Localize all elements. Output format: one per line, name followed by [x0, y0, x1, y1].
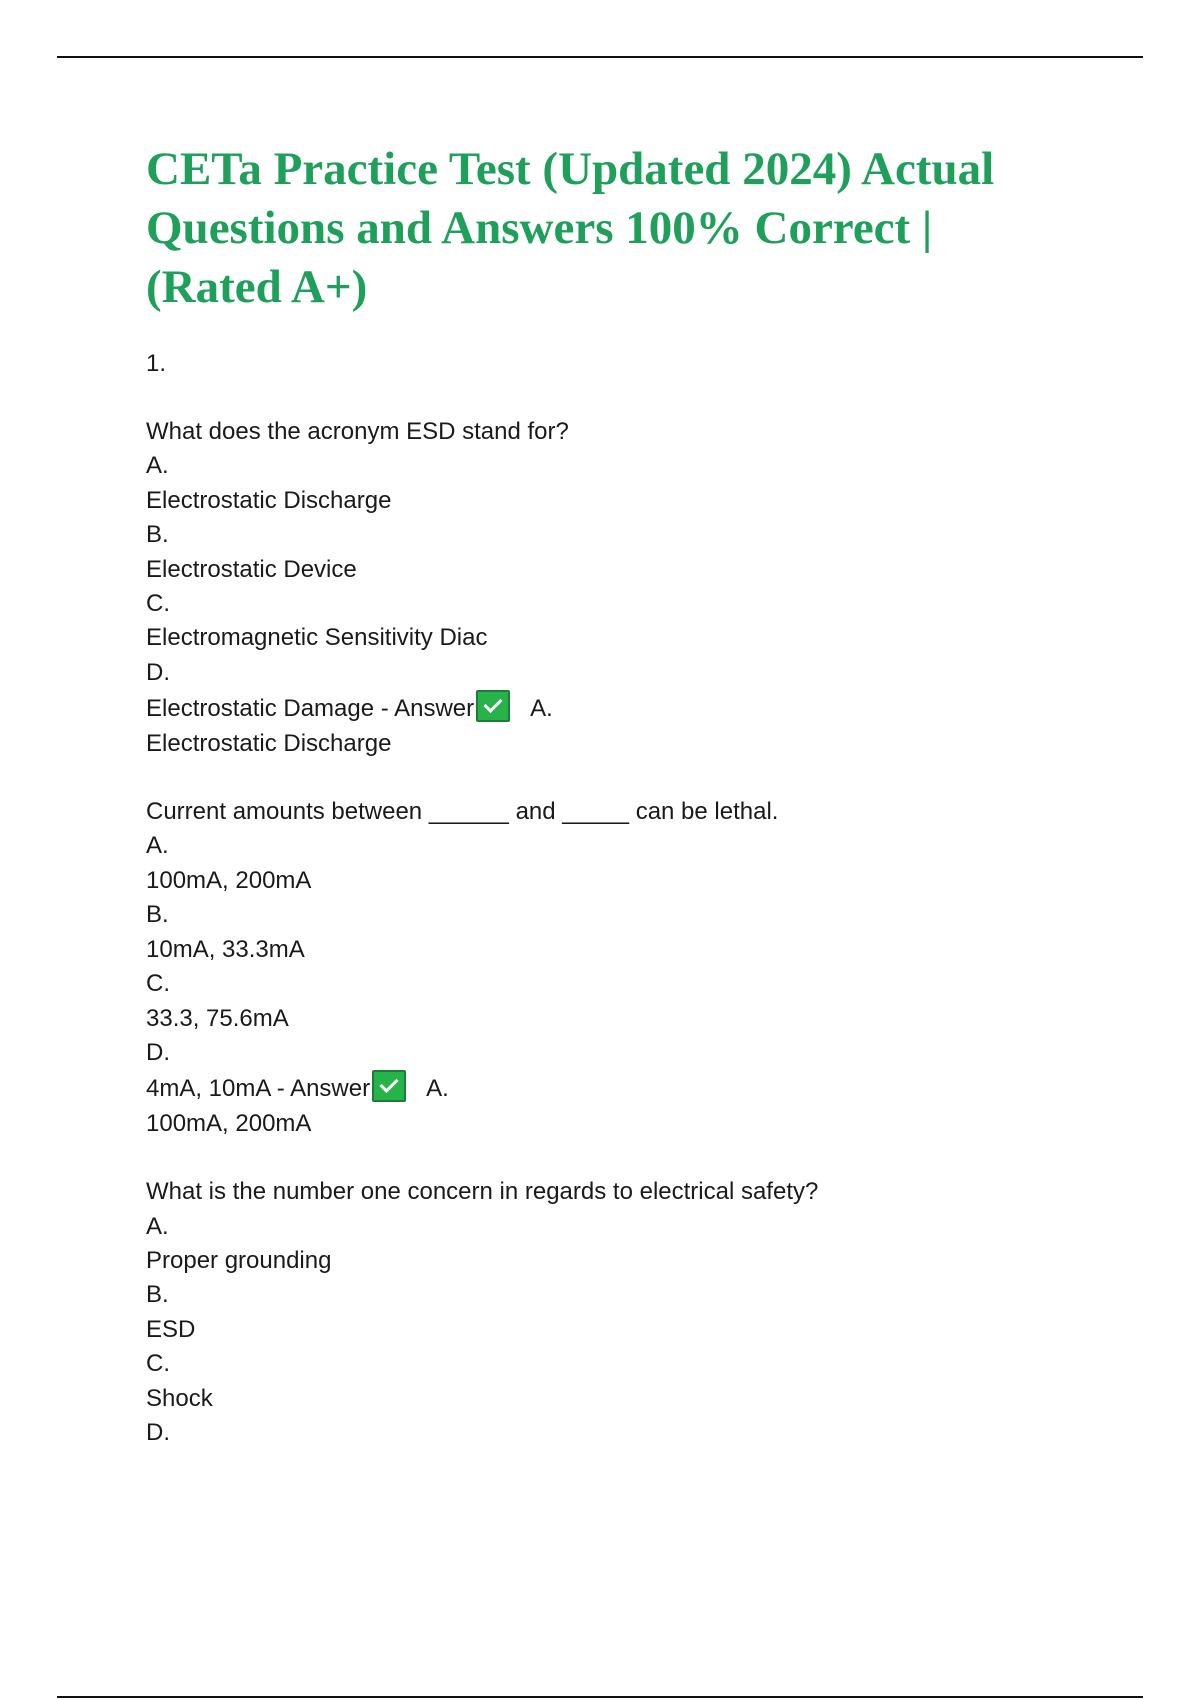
answer-text: Electrostatic Discharge	[146, 729, 392, 757]
answer-line	[146, 1070, 1066, 1106]
question-block	[146, 415, 1066, 761]
option-letter: A.	[146, 832, 169, 860]
question-text: What does the acronym ESD stand for?	[146, 418, 569, 445]
option-text: 4mA, 10mA	[146, 1075, 271, 1103]
option-letter: C.	[146, 970, 170, 998]
option-text: Electrostatic Device	[146, 555, 357, 583]
answer-line	[146, 690, 1066, 726]
option-text: Shock	[146, 1384, 213, 1412]
option-letter: D.	[146, 1038, 170, 1066]
option-letter: D.	[146, 658, 170, 686]
question-text: What is the number one concern in regards to electrical safety?	[146, 1178, 819, 1206]
option-letter: B.	[146, 521, 169, 549]
answer-label: - Answer	[374, 695, 475, 723]
check-mark-icon	[372, 1070, 406, 1102]
option-text: Electromagnetic Sensitivity Diac	[146, 624, 488, 652]
option-text: ESD	[146, 1315, 196, 1343]
option-text: Electrostatic Damage	[146, 695, 375, 723]
answer-letter: A.	[426, 1075, 449, 1103]
option-text: 10mA, 33.3mA	[146, 935, 305, 963]
question-text: Current amounts between ______ and _____ can be lethal.	[146, 798, 779, 826]
option-letter: A.	[146, 1212, 169, 1240]
option-text: Electrostatic Discharge	[146, 486, 392, 514]
question-block	[146, 795, 1066, 1141]
option-letter: B.	[146, 901, 169, 929]
option-text: 100mA, 200mA	[146, 866, 312, 894]
option-text: 33.3, 75.6mA	[146, 1004, 289, 1032]
answer-letter: A.	[530, 695, 553, 723]
option-letter: C.	[146, 1350, 170, 1378]
question-number: 1.	[146, 350, 167, 377]
option-letter: A.	[146, 452, 169, 480]
option-letter: B.	[146, 1281, 169, 1309]
answer-label: - Answer	[270, 1075, 371, 1103]
document-title: CETa Practice Test (Updated 2024) Actual Questions and Answers 100% Correct | (Rated A+)	[146, 143, 995, 313]
document-body	[146, 140, 1066, 1450]
option-text: Proper grounding	[146, 1246, 332, 1274]
answer-text: 100mA, 200mA	[146, 1109, 312, 1137]
check-mark-icon	[476, 690, 510, 722]
header-rule	[57, 56, 1143, 58]
option-letter: C.	[146, 590, 170, 618]
question-block	[146, 1175, 1066, 1450]
option-letter: D.	[146, 1418, 170, 1446]
footer-rule	[57, 1696, 1143, 1698]
